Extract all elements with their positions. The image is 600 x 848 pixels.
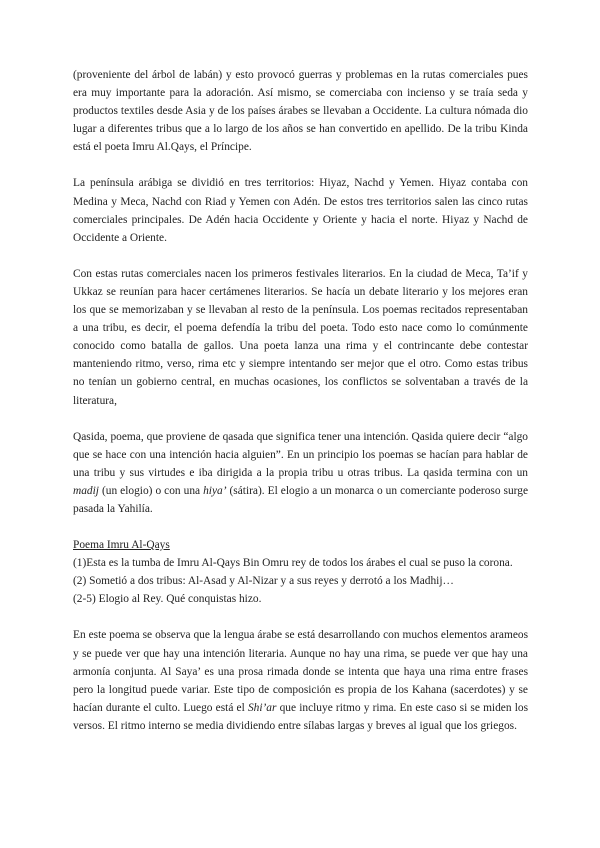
analysis-text-b: que incluye ritmo y rima. En este caso si se miden los versos. El ritmo interno se media dividiendo entre sílabas largas y breves al igual que los griegos. bbox=[73, 701, 528, 732]
qasida-text-b: (un elogio) o con una bbox=[98, 484, 204, 497]
paragraph-qasida bbox=[73, 428, 528, 518]
paragraph-festivals: Con estas rutas comerciales nacen los primeros festivales literarios. En la ciudad de Meca, Ta’if y Ukkaz se reunían para hacer certámenes literarios. Se hacía un debate literario y los mejores eran los que se memorizaban y se llevaban al resto de la península. Los poemas recitados representaban a una tribu, es decir, el poema defendía la tribu del poeta. Todo esto nace como lo comúnmente conocido como batalla de gallos. Una poeta lanza una rima y el contrincante debe contestar manteniendo ritmo, verso, rima etc y siempre intentando ser mejor que el otro. Como estas tribus no tenían un gobierno central, en muchas ocasiones, los conflictos se solventaban a través de la literatura, bbox=[73, 267, 528, 407]
poem-line-1: (1)Esta es la tumba de Imru Al-Qays Bin Omru rey de todos los árabes el cual se puso la corona. bbox=[73, 557, 513, 570]
analysis-text-a: En este poema se observa que la lengua árabe se está desarrollando con muchos elementos arameos y se puede ver que hay una intención literaria. Aunque no hay una rima, se puede ver que hay una armonía conjunta. Al Saya’ es una prosa rimada donde se intenta que haya una rima entre frases pero la longitud puede variar. Este tipo de composición es propia de los Kahana (sacerdotes) y se hacían durante el culto. Luego está el bbox=[73, 629, 528, 714]
paragraph-peninsula: La península arábiga se dividió en tres territorios: Hiyaz, Nachd y Yemen. Hiyaz contaba con Medina y Meca, Nachd con Riad y Yemen con Adén. De estos tres territorios salen las cinco rutas comerciales principales. De Adén hacia Occidente y Oriente y hacia el norte. Hiyaz y Nachd de Occidente a Oriente. bbox=[73, 177, 528, 244]
qasida-text-c: (sátira). El elogio a un monarca o un comerciante poderoso surge pasada la Yahilía. bbox=[73, 484, 528, 515]
poem-line-2: (2) Sometió a dos tribus: Al-Asad y Al-Nizar y a sus reyes y derrotó a los Madhij… bbox=[73, 575, 454, 588]
term-hiya: hiya’ bbox=[203, 484, 227, 497]
paragraph-intro: (proveniente del árbol de labán) y esto provocó guerras y problemas en la rutas comerciales pues era muy importante para la adoración. Así mismo, se comerciaba con incienso y se traía seda y productos textiles desde Asia y de los países árabes se llevaban a Occidente. La cultura nómada dio lugar a diferentes tribus que a lo largo de los años se han convertido en apellido. De la tribu Kinda está el poeta Imru Al.Qays, el Príncipe. bbox=[73, 69, 528, 154]
poem-title: Poema Imru Al-Qays bbox=[73, 539, 170, 552]
poem-section bbox=[73, 536, 528, 608]
term-shiar: Shi’ar bbox=[247, 701, 277, 714]
document-page bbox=[73, 66, 528, 753]
qasida-text-a: Qasida, poema, que proviene de qasada que significa tener una intención. Qasida quiere decir “algo que se hace con una intención hacia alguien”. En un principio los poemas se hacían para hablar de una tribu y sus virtudes e iba dirigida a la propia tribu u otras tribus. La qasida termina con un bbox=[73, 430, 528, 479]
poem-line-3: (2-5) Elogio al Rey. Qué conquistas hizo. bbox=[73, 593, 262, 606]
term-madij: madij bbox=[73, 484, 99, 497]
paragraph-analysis bbox=[73, 626, 528, 735]
